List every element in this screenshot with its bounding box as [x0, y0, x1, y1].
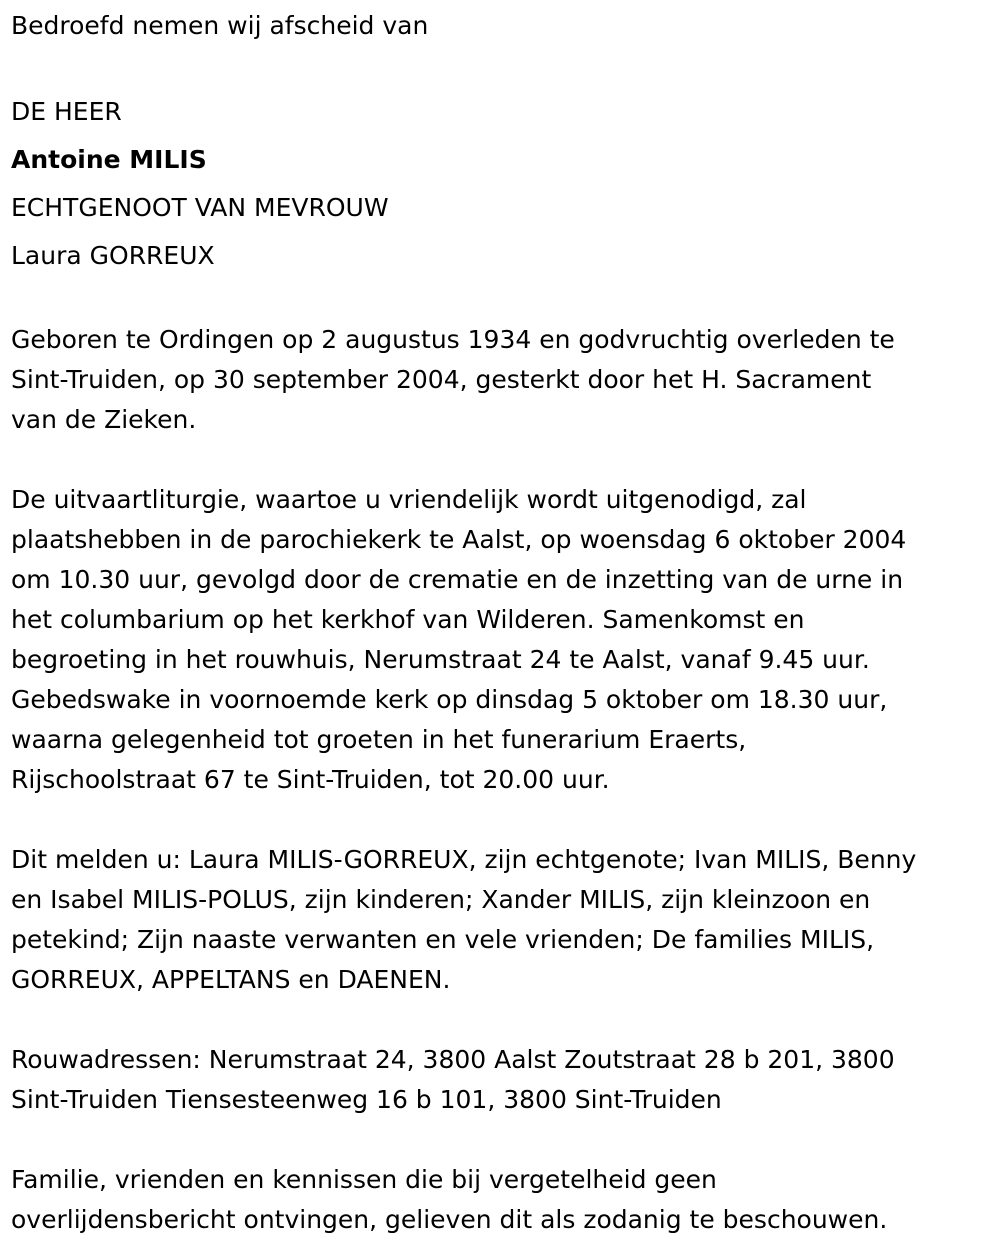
- obituary-document: [11, 0, 986, 1240]
- paragraph-line: waarna gelegenheid tot groeten in het funerarium Eraerts,: [11, 725, 747, 754]
- deceased-name: Antoine MILIS: [11, 145, 207, 174]
- paragraph-line: begroeting in het rouwhuis, Nerumstraat 24 te Aalst, vanaf 9.45 uur.: [11, 645, 870, 674]
- intro-line: Bedroefd nemen wij afscheid van: [11, 11, 429, 40]
- birth-death-paragraph: [11, 320, 986, 440]
- paragraph-line: Dit melden u: Laura MILIS-GORREUX, zijn echtgenote; Ivan MILIS, Benny: [11, 845, 917, 874]
- paragraph-line: plaatshebben in de parochiekerk te Aalst, op woensdag 6 oktober 2004: [11, 525, 907, 554]
- spouse-name: Laura GORREUX: [11, 241, 215, 270]
- spacer: [11, 280, 986, 320]
- paragraph-line: van de Zieken.: [11, 405, 197, 434]
- spacer: [11, 1000, 986, 1040]
- spacer: [11, 1120, 986, 1160]
- paragraph-line: Sint-Truiden Tiensesteenweg 16 b 101, 3800 Sint-Truiden: [11, 1085, 722, 1114]
- paragraph-line: De uitvaartliturgie, waartoe u vriendelijk wordt uitgenodigd, zal: [11, 485, 807, 514]
- paragraph-line: om 10.30 uur, gevolgd door de crematie en de inzetting van de urne in: [11, 565, 904, 594]
- deceased-title: DE HEER: [11, 97, 122, 126]
- paragraph-line: petekind; Zijn naaste verwanten en vele vrienden; De families MILIS,: [11, 925, 875, 954]
- addresses-paragraph: [11, 1040, 986, 1120]
- paragraph-line: GORREUX, APPELTANS en DAENEN.: [11, 965, 451, 994]
- closing-paragraph: [11, 1160, 986, 1240]
- spacer: [11, 440, 986, 480]
- deceased-block: [11, 88, 986, 280]
- paragraph-line: Rouwadressen: Nerumstraat 24, 3800 Aalst Zoutstraat 28 b 201, 3800: [11, 1045, 895, 1074]
- paragraph-line: en Isabel MILIS-POLUS, zijn kinderen; Xander MILIS, zijn kleinzoon en: [11, 885, 871, 914]
- spacer: [11, 800, 986, 840]
- paragraph-line: het columbarium op het kerkhof van Wilderen. Samenkomst en: [11, 605, 805, 634]
- paragraph-line: Familie, vrienden en kennissen die bij vergetelheid geen: [11, 1165, 717, 1194]
- paragraph-line: Rijschoolstraat 67 te Sint-Truiden, tot 20.00 uur.: [11, 765, 610, 794]
- paragraph-line: Geboren te Ordingen op 2 augustus 1934 en godvruchtig overleden te: [11, 325, 895, 354]
- funeral-paragraph: [11, 480, 986, 800]
- spacer: [11, 46, 986, 86]
- paragraph-line: Gebedswake in voornoemde kerk op dinsdag 5 oktober om 18.30 uur,: [11, 685, 888, 714]
- paragraph-line: Sint-Truiden, op 30 september 2004, gesterkt door het H. Sacrament: [11, 365, 872, 394]
- announcers-paragraph: [11, 840, 986, 1000]
- paragraph-line: overlijdensbericht ontvingen, gelieven dit als zodanig te beschouwen.: [11, 1205, 888, 1234]
- spouse-label: ECHTGENOOT VAN MEVROUW: [11, 193, 389, 222]
